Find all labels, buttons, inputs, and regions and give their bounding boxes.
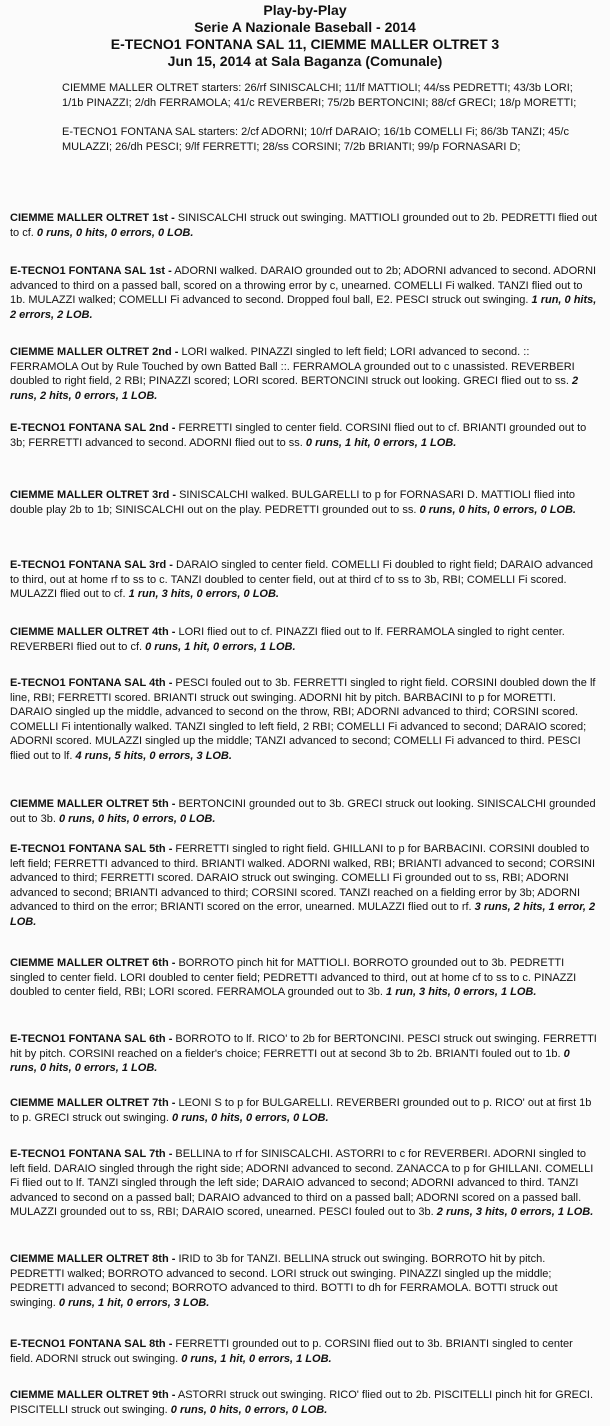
inning-entry <box>10 345 598 403</box>
inning-team-label: E-TECNO1 FONTANA SAL 5th - <box>10 843 173 855</box>
inning-totals: 2 runs, 3 hits, 0 errors, 1 LOB. <box>436 1206 594 1218</box>
inning-totals: 0 runs, 0 hits, 0 errors, 0 LOB. <box>58 812 216 825</box>
inning-plays: PESCI fouled out to 3b. FERRETTI singled to right field. CORSINI doubled down the lf line, RBI; FERRETTI scored. BRIANTI struck out swinging. ADORNI hit by pitch. BARBACINI to p for MORETTI. DARAIO singled up the middle, advanced to second on the throw, RBI; ADORNI advanced to third; CORSINI scored. COMELLI Fi intentionally walked. TANZI singled to left field, 2 RBI; COMELLI Fi advanced to second; DARAIO scored; ADORNI scored. MULAZZI singled up the middle; TANZI advanced to second; COMELLI Fi advanced to third. PESCI flied out to lf. <box>10 677 596 762</box>
inning-totals: 0 runs, 0 hits, 0 errors, 1 LOB. <box>10 1047 570 1074</box>
final-score: E-TECNO1 FONTANA SAL 11, CIEMME MALLER OLTRET 3 <box>110 36 500 52</box>
inning-totals: 1 run, 0 hits, 2 errors, 2 LOB. <box>10 294 597 321</box>
inning-plays: BELLINA to rf for SINISCALCHI. ASTORRI to c for REVERBERI. ADORNI singled to left field. DARAIO singled through the right side; ADORNI advanced to second. ZANACCA to p for GHILLANI. COMELLI Fi flied out to lf. TANZI singled through the left side; DARAIO advanced to second; ADORNI advanced to third. TANZI advanced to second on a passed ball; DARAIO advanced to third on a passed ball; ADORNI scored on a passed ball. MULAZZI grounded out to ss, RBI; DARAIO scored, unearned. PESCI fouled out to 3b. <box>10 1148 594 1218</box>
inning-team-label: E-TECNO1 FONTANA SAL 7th - <box>10 1148 173 1160</box>
inning-totals: 0 runs, 0 hits, 0 errors, 0 LOB. <box>170 1403 328 1416</box>
inning-entry <box>10 956 598 1000</box>
inning-plays: ADORNI walked. DARAIO grounded out to 2b; ADORNI advanced to second. ADORNI advanced to third on a passed ball, scored on a throwing error by c, unearned. COMELLI Fi walked. TANZI flied out to 1b. MULAZZI walked; COMELLI Fi advanced to second. Dropped foul ball, E2. PESCI struck out swinging. <box>10 265 597 306</box>
game-date-venue: Jun 15, 2014 at Sala Baganza (Comunale) <box>167 53 443 69</box>
inning-plays: LEONI S to p for BULGARELLI. REVERBERI grounded out to p. RICO' out at first 1b to p. GRECI struck out swinging. <box>10 1097 592 1124</box>
inning-team-label: CIEMME MALLER OLTRET 7th - <box>10 1097 176 1109</box>
inning-totals: 0 runs, 1 hit, 0 errors, 1 LOB. <box>181 1352 332 1365</box>
inning-entry <box>10 211 598 240</box>
inning-entry <box>10 558 598 602</box>
inning-totals: 1 run, 3 hits, 0 errors, 0 LOB. <box>128 588 279 600</box>
inning-plays: SINISCALCHI struck out swinging. MATTIOLI grounded out to 2b. PEDRETTI flied out to cf. <box>10 212 598 239</box>
report-title: Play-by-Play <box>263 2 347 18</box>
inning-totals: 4 runs, 5 hits, 0 errors, 3 LOB. <box>75 749 232 762</box>
inning-plays: IRID to 3b for TANZI. BELLINA struck out swinging. BORROTO hit by pitch. PEDRETTI walked; BORROTO advanced to second. LORI struck out swinging. PINAZZI singled up the middle; PEDRETTI advanced to second; BORROTO advanced to third. BOTTI to dh for FERRAMOLA. BOTTI struck out swinging. <box>10 1253 558 1309</box>
inning-plays: SINISCALCHI walked. BULGARELLI to p for FORNASARI D. MATTIOLI flied into double play 2b to 1b; SINISCALCHI out on the play. PEDRETTI grounded out to ss. <box>10 489 575 516</box>
inning-totals: 0 runs, 1 hit, 0 errors, 1 LOB. <box>305 436 457 449</box>
inning-team-label: CIEMME MALLER OLTRET 4th - <box>10 626 176 638</box>
inning-team-label: CIEMME MALLER OLTRET 2nd - <box>10 346 179 358</box>
inning-totals: 1 run, 3 hits, 0 errors, 1 LOB. <box>386 986 537 998</box>
report-header <box>0 0 610 70</box>
inning-plays: FERRETTI grounded out to p. CORSINI flied out to 3b. BRIANTI singled to center field. ADORNI struck out swinging. <box>10 1338 573 1365</box>
inning-entry <box>10 1147 598 1220</box>
inning-team-label: CIEMME MALLER OLTRET 8th - <box>10 1253 176 1265</box>
inning-team-label: E-TECNO1 FONTANA SAL 3rd - <box>10 559 173 571</box>
inning-team-label: E-TECNO1 FONTANA SAL 2nd - <box>10 422 176 434</box>
inning-entry <box>10 625 598 654</box>
inning-plays: LORI flied out to cf. PINAZZI flied out to lf. FERRAMOLA singled to right center. REVERBERI flied out to cf. <box>10 626 565 653</box>
inning-plays: BORROTO to lf. RICO' to 2b for BERTONCINI. PESCI struck out swinging. FERRETTI hit by pitch. CORSINI reached on a fielder's choice; FERRETTI out at second 3b to 2b. BRIANTI fouled out to 1b. <box>10 1033 597 1060</box>
inning-totals: 0 runs, 1 hit, 0 errors, 1 LOB. <box>145 640 296 653</box>
inning-team-label: E-TECNO1 FONTANA SAL 6th - <box>10 1033 173 1045</box>
starters-section <box>0 81 610 155</box>
inning-entry <box>10 842 598 929</box>
inning-entry <box>10 1032 598 1076</box>
inning-entry <box>10 676 598 763</box>
inning-entry <box>10 264 598 322</box>
inning-team-label: CIEMME MALLER OLTRET 6th - <box>10 957 176 969</box>
inning-totals: 2 runs, 2 hits, 0 errors, 1 LOB. <box>10 375 579 402</box>
visitor-starters: CIEMME MALLER OLTRET starters: 26/rf SINISCALCHI; 11/lf MATTIOLI; 44/ss PEDRETTI; 43/3b LORI; 1/1b PINAZZI; 2/dh FERRAMOLA; 41/c REVERBERI; 75/2b BERTONCINI; 88/cf GRECI; 18/p MORETTI; <box>62 82 577 109</box>
home-starters: E-TECNO1 FONTANA SAL starters: 2/cf ADORNI; 10/rf DARAIO; 16/1b COMELLI Fi; 86/3b TANZI; 45/c MULAZZI; 26/dh PESCI; 9/lf FERRETTI; 28/ss CORSINI; 7/2b BRIANTI; 99/p FORNASARI D; <box>62 126 569 153</box>
inning-team-label: E-TECNO1 FONTANA SAL 8th - <box>10 1338 173 1350</box>
inning-totals: 0 runs, 1 hit, 0 errors, 3 LOB. <box>58 1296 210 1309</box>
inning-totals: 0 runs, 0 hits, 0 errors, 0 LOB. <box>419 503 576 516</box>
inning-entry <box>10 1337 598 1366</box>
inning-plays: BORROTO pinch hit for MATTIOLI. BORROTO grounded out to 3b. PEDRETTI singled to center field. LORI doubled to center field; PEDRETTI advanced to third, out at home cf to ss to c. PINAZZI doubled to center field, RBI; LORI scored. FERRAMOLA grounded out to 3b. <box>10 957 577 998</box>
inning-team-label: CIEMME MALLER OLTRET 5th - <box>10 798 176 810</box>
inning-team-label: CIEMME MALLER OLTRET 1st - <box>10 212 175 224</box>
inning-entry <box>10 421 598 450</box>
inning-totals: 0 runs, 0 hits, 0 errors, 0 LOB. <box>172 1111 329 1124</box>
inning-entry <box>10 488 598 517</box>
inning-entry <box>10 797 598 826</box>
inning-totals: 0 runs, 0 hits, 0 errors, 0 LOB. <box>36 226 194 239</box>
inning-plays: LORI walked. PINAZZI singled to left field; LORI advanced to second. :: FERRAMOLA Out by Rule Touched by own Batted Ball ::. FERRAMOLA grounded out to c unassisted. REVERBERI doubled to right field, 2 RBI; PINAZZI scored; LORI scored. BERTONCINI struck out looking. GRECI flied out to ss. <box>10 346 575 387</box>
inning-plays: BERTONCINI grounded out to 3b. GRECI struck out looking. SINISCALCHI grounded out to 3b. <box>10 798 596 825</box>
league-title: Serie A Nazionale Baseball - 2014 <box>194 19 416 35</box>
play-by-play-list <box>0 211 610 1417</box>
inning-team-label: E-TECNO1 FONTANA SAL 4th - <box>10 677 173 689</box>
inning-plays: FERRETTI singled to right field. GHILLANI to p for BARBACINI. CORSINI doubled to left field; FERRETTI advanced to third. BRIANTI walked. ADORNI walked, RBI; BRIANTI advanced to second; CORSINI advanced to third; FERRETTI scored. DARAIO struck out swinging. COMELLI Fi grounded out to ss, RBI; ADORNI advanced to second; BRIANTI advanced to third; CORSINI scored. TANZI reached on a fielding error by 3b; ADORNI advanced to third on the error; BRIANTI scored on the error, unearned. MULAZZI flied out to rf. <box>10 843 596 913</box>
inning-plays: FERRETTI singled to center field. CORSINI flied out to cf. BRIANTI grounded out to 3b; FERRETTI advanced to second. ADORNI flied out to ss. <box>10 422 587 449</box>
inning-entry <box>10 1096 598 1125</box>
inning-team-label: CIEMME MALLER OLTRET 9th - <box>10 1389 176 1401</box>
inning-totals: 3 runs, 2 hits, 1 error, 2 LOB. <box>10 901 596 928</box>
inning-plays: DARAIO singled to center field. COMELLI Fi doubled to right field; DARAIO advanced to third, out at home rf to ss to c. TANZI doubled to center field, out at third cf to ss to 3b, RBI; COMELLI Fi scored. MULAZZI flied out to cf. <box>10 559 594 600</box>
inning-plays: ASTORRI struck out swinging. RICO' flied out to 2b. PISCITELLI pinch hit for GRECI. PISCITELLI struck out swinging. <box>10 1389 594 1416</box>
inning-team-label: E-TECNO1 FONTANA SAL 1st - <box>10 265 172 277</box>
inning-entry <box>10 1252 598 1310</box>
inning-entry <box>10 1388 598 1417</box>
inning-team-label: CIEMME MALLER OLTRET 3rd - <box>10 489 177 501</box>
